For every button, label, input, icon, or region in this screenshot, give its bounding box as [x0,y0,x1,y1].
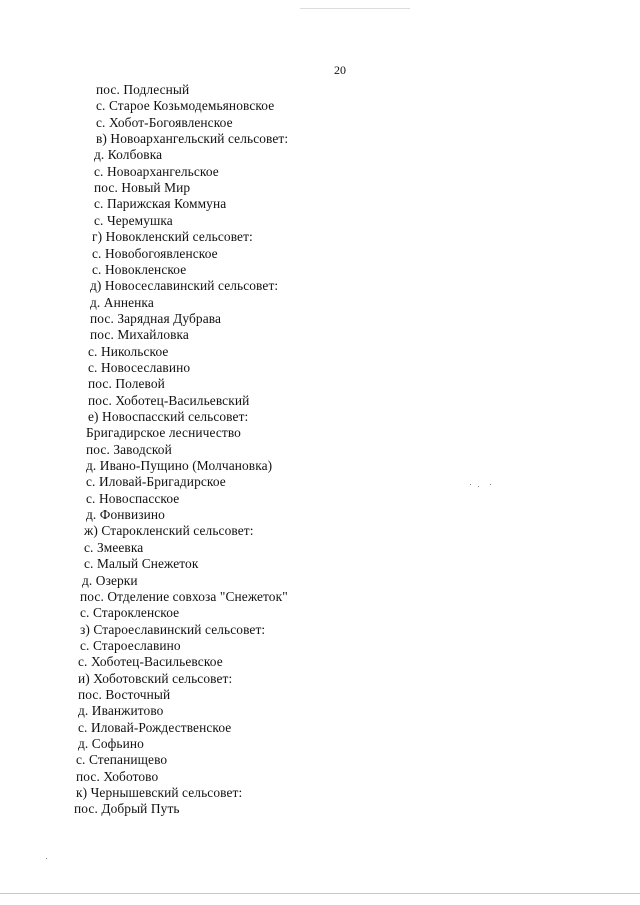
scan-artifact-top [300,8,410,9]
list-item: пос. Подлесный [96,82,190,97]
list-item: пос. Новый Мир [94,180,191,196]
list-item: с. Черемушка [94,212,173,228]
list-item: в) Новоархангельский сельсовет: [96,131,289,147]
list-item: пос. Добрый Путь [74,801,180,817]
list-item: пос. Хоботово [76,768,159,784]
list-item: пос. Отделение совхоза "Снежеток" [80,588,288,604]
list-item: с. Новокленское [92,261,187,277]
list-item: пос. Восточный [78,686,171,702]
list-item: Бригадирское лесничество [86,425,241,441]
list-item: пос. Полевой [88,376,165,392]
scan-dot [46,858,47,859]
list-item: е) Новоспасский сельсовет: [88,409,249,424]
list-item: д. Софьино [78,736,144,751]
list-item: к) Чернышевский сельсовет: [76,785,243,801]
list-item: с. Новоархангельское [94,163,219,179]
list-item: з) Староеславинский сельсовет: [80,621,266,637]
page-number: 20 [334,63,346,77]
list-item: д. Анненка [90,294,154,310]
list-item: пос. Заводской [86,441,172,457]
list-item: с. Новобогоявленское [92,245,218,261]
list-item: д. Фонвизино [86,507,165,523]
list-item: пос. Зарядная Дубрава [90,310,222,326]
list-item: д) Новосеславинский сельсовет: [90,278,279,294]
scan-dot [470,484,471,485]
list-item: с. Малый Снежеток [84,556,199,572]
list-item: д. Иванжитово [78,703,164,719]
list-item: и) Хоботовский сельсовет: [78,670,233,686]
list-item: д. Озерки [82,572,138,588]
list-item: с. Иловай-Рождественское [78,719,232,735]
list-item: с. Новоспасское [86,490,180,506]
list-item: с. Новосеславино [88,359,191,375]
list-item: ж) Старокленский сельсовет: [84,523,254,539]
list-item: д. Ивано-Пущино (Молчановка) [86,458,273,474]
list-item: с. Старое Козьмодемьяновское [96,98,275,114]
list-item: пос. Хоботец-Васильевский [88,392,250,408]
scan-dot [478,486,479,487]
scan-dot [490,484,491,485]
list-item: с. Иловай-Бригадирское [86,474,226,490]
list-item: пос. Михайловка [90,327,189,343]
list-item: с. Хобот-Богоявленское [96,114,233,130]
list-item: с. Хоботец-Васильевское [78,654,223,670]
list-item: с. Старокленское [80,605,180,621]
list-item: с. Никольское [88,343,169,359]
scan-artifact-bottom [0,893,640,894]
list-item: с. Змеевка [84,539,144,555]
list-item: с. Степанищево [76,752,168,768]
list-item: г) Новокленский сельсовет: [92,229,253,245]
list-item: с. Староеславино [80,637,181,653]
list-item: д. Колбовка [94,147,163,163]
list-item: с. Парижская Коммуна [94,196,227,212]
